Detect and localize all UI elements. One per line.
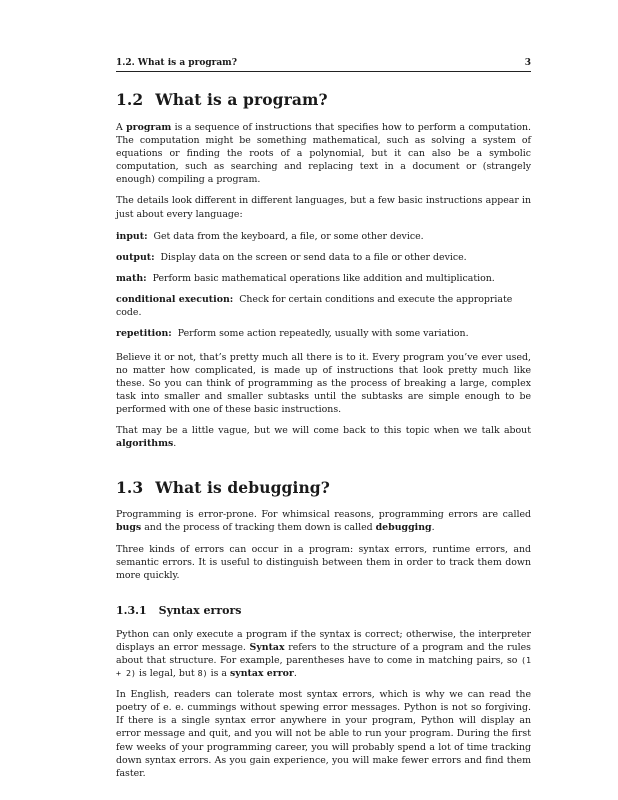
text-run: .	[431, 522, 435, 534]
code-error-example: 8)	[197, 668, 208, 679]
subsection-heading-1-3-1	[116, 604, 531, 617]
text-run: Programming is error-prone. For whimsical reasons, programming errors are called	[116, 509, 531, 521]
definition-term: conditional execution:	[116, 293, 234, 305]
section-heading-1-3	[116, 478, 531, 497]
definition-item	[116, 251, 531, 264]
definition-item	[116, 327, 531, 340]
running-header	[116, 58, 531, 72]
section-title: What is a program?	[155, 90, 328, 109]
subsection-title: Syntax errors	[158, 603, 242, 617]
term-syntax-error: syntax error	[229, 668, 294, 680]
text-run: is a	[207, 668, 230, 680]
term-bugs: bugs	[116, 522, 142, 534]
definition-term: repetition:	[116, 327, 172, 339]
paragraph-syntax	[116, 628, 531, 680]
paragraph-error-kinds: Three kinds of errors can occur in a program: syntax errors, runtime errors, and semantic errors. It is useful to distinguish between them in order to track them down more quickly.	[116, 543, 531, 581]
section-title: What is debugging?	[155, 478, 330, 498]
definition-list	[116, 230, 531, 340]
paragraph-bugs	[116, 508, 531, 534]
running-header-section: 1.2. What is a program?	[116, 58, 237, 68]
term-algorithms: algorithms	[116, 438, 174, 450]
code-legal-example: (1 + 2)	[116, 654, 531, 679]
text-run: refers to the structure of a program and the rules about that structure. For example, parentheses have to come in matching pairs, so	[116, 641, 531, 666]
section-number: 1.2	[116, 90, 144, 109]
definition-term: math:	[116, 272, 147, 284]
text-run: That may be a little vague, but we will come back to this topic when we talk about	[116, 425, 531, 437]
definition-description: Check for certain conditions and execute the appropriate code.	[116, 293, 513, 318]
text-run: A	[116, 122, 127, 133]
text-run: Python can only execute a program if the syntax is correct; otherwise, the interpreter displays an error message.	[116, 628, 531, 653]
text-run: .	[173, 438, 177, 450]
definition-item	[116, 272, 531, 285]
definition-term: output:	[116, 251, 155, 263]
paragraph-languages: The details look different in different languages, but a few basic instructions appear in just about every language:	[116, 195, 531, 220]
term-debugging: debugging	[375, 522, 432, 534]
section-number: 1.3	[116, 478, 144, 498]
paragraph-program-definition	[116, 121, 531, 186]
paragraph-algorithms	[116, 424, 531, 450]
definition-term: input:	[116, 230, 148, 242]
definition-description: Perform basic mathematical operations like addition and multiplication.	[152, 272, 495, 284]
text-run: is a sequence of instructions that specifies how to perform a computation. The computation might be something mathematical, such as solving a system of equations or finding the roots of a polynomial, but it can also be a symbolic computation, such as searching and replacing text in a document or (strangely enough) compiling a program.	[116, 122, 531, 186]
definition-description: Display data on the screen or send data to a file or other device.	[160, 251, 467, 263]
page-number: 3	[524, 58, 531, 68]
definition-item	[116, 230, 531, 243]
definition-description: Get data from the keyboard, a file, or some other device.	[153, 230, 424, 242]
text-run: and the process of tracking them down is called	[141, 522, 376, 534]
definition-description: Perform some action repeatedly, usually with some variation.	[177, 327, 469, 339]
term-program: program	[126, 122, 172, 133]
page	[116, 58, 531, 780]
subsection-number: 1.3.1	[116, 603, 147, 617]
term-syntax: Syntax	[249, 641, 285, 653]
text-run: is legal, but	[135, 668, 198, 680]
text-run: .	[293, 668, 297, 680]
definition-item	[116, 293, 531, 319]
paragraph-believe-it: Believe it or not, that’s pretty much all there is to it. Every program you’ve ever used, no matter how complicated, is made up of instructions that look pretty much like these. So you can think of programming as the process of breaking a large, complex task into smaller and smaller subtasks until the subtasks are simple enough to be performed with one of these basic instructions.	[116, 351, 531, 416]
section-heading-1-2	[116, 90, 531, 109]
paragraph-english-readers: In English, readers can tolerate most syntax errors, which is why we can read the poetry of e. e. cummings without spewing error messages. Python is not so forgiving. If there is a single syntax error anywhere in your program, Python will display an error message and quit, and you will not be able to run your program. During the first few weeks of your programming career, you will probably spend a lot of time tracking down syntax errors. As you gain experience, you will make fewer errors and find them faster.	[116, 689, 531, 779]
